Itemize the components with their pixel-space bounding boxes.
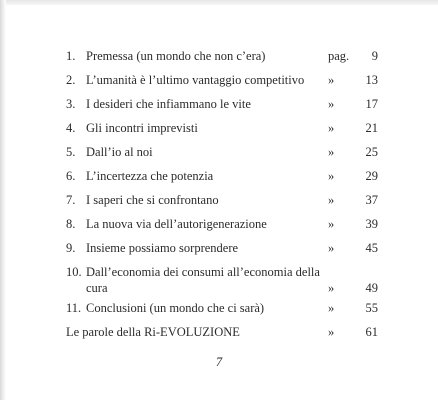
toc-title: Conclusioni (un mondo che ci sarà) <box>86 301 265 315</box>
page-number: 7 <box>215 355 223 369</box>
page-top-shadow <box>0 0 438 5</box>
toc-title: Dall’io al noi <box>86 145 153 159</box>
toc-entry-9[interactable] <box>66 240 378 256</box>
toc-title: Insieme possiamo sorprendere <box>86 241 239 255</box>
toc-number: 11. <box>66 301 82 315</box>
toc-title: L’incertezza che potenzia <box>86 169 214 183</box>
toc-entry-10[interactable] <box>66 264 378 296</box>
toc-entry-5[interactable] <box>66 144 378 160</box>
toc-page-number: 55 <box>365 301 378 315</box>
toc-entry-3[interactable] <box>66 96 378 112</box>
toc-page-number: 25 <box>365 145 378 159</box>
toc-page-marker: » <box>328 217 335 231</box>
toc-entry-4[interactable] <box>66 120 378 136</box>
toc-number: 2. <box>66 73 76 87</box>
toc-page-number: 37 <box>365 193 378 207</box>
page-left-shadow <box>0 0 6 400</box>
toc-entry-glossary[interactable] <box>66 324 378 340</box>
toc-page-marker: » <box>328 281 335 295</box>
toc-number: 9. <box>66 241 76 255</box>
toc-number: 6. <box>66 169 76 183</box>
toc-number: 5. <box>66 145 76 159</box>
toc-page-number: 29 <box>365 169 378 183</box>
toc-number: 1. <box>66 49 76 63</box>
toc-entry-11[interactable] <box>66 300 378 316</box>
toc-title: Gli incontri imprevisti <box>86 121 198 135</box>
toc-page-marker: » <box>328 145 335 159</box>
toc-number: 10. <box>66 265 82 279</box>
toc-number: 8. <box>66 217 76 231</box>
toc-page-number: 21 <box>365 121 378 135</box>
toc-page-marker: » <box>328 121 335 135</box>
toc-number: 3. <box>66 97 76 111</box>
toc-page-marker: pag. <box>328 49 350 63</box>
toc-page-marker: » <box>328 241 335 255</box>
toc-title: Premessa (un mondo che non c’era) <box>86 49 266 63</box>
toc-page-marker: » <box>328 301 335 315</box>
toc-entry-7[interactable] <box>66 192 378 208</box>
toc-title: I desideri che infiammano le vite <box>86 97 251 111</box>
toc-page-marker: » <box>328 97 335 111</box>
table-of-contents <box>66 48 378 348</box>
toc-entry-2[interactable] <box>66 72 378 88</box>
toc-page-number: 61 <box>365 325 378 339</box>
toc-number: 4. <box>66 121 76 135</box>
toc-page-number: 45 <box>365 241 378 255</box>
toc-title: Dall’economia dei consumi all’economia della cura <box>86 265 320 295</box>
toc-page-number: 17 <box>365 97 378 111</box>
toc-page-marker: » <box>328 325 335 339</box>
toc-title: La nuova via dell’autorigenerazione <box>86 217 267 231</box>
toc-page-marker: » <box>328 169 335 183</box>
toc-page-number: 13 <box>365 73 378 87</box>
toc-number: 7. <box>66 193 76 207</box>
toc-title: I saperi che si confrontano <box>86 193 219 207</box>
toc-page-marker: » <box>328 73 335 87</box>
toc-page-marker: » <box>328 193 335 207</box>
toc-title: L’umanità è l’ultimo vantaggio competitivo <box>86 73 305 87</box>
toc-page-number: 39 <box>365 217 378 231</box>
toc-page-number: 49 <box>365 281 378 295</box>
toc-entry-6[interactable] <box>66 168 378 184</box>
toc-entry-1[interactable] <box>66 48 378 64</box>
toc-entry-8[interactable] <box>66 216 378 232</box>
toc-title: Le parole della Ri-EVOLUZIONE <box>66 325 240 339</box>
toc-page-number: 9 <box>371 49 378 63</box>
